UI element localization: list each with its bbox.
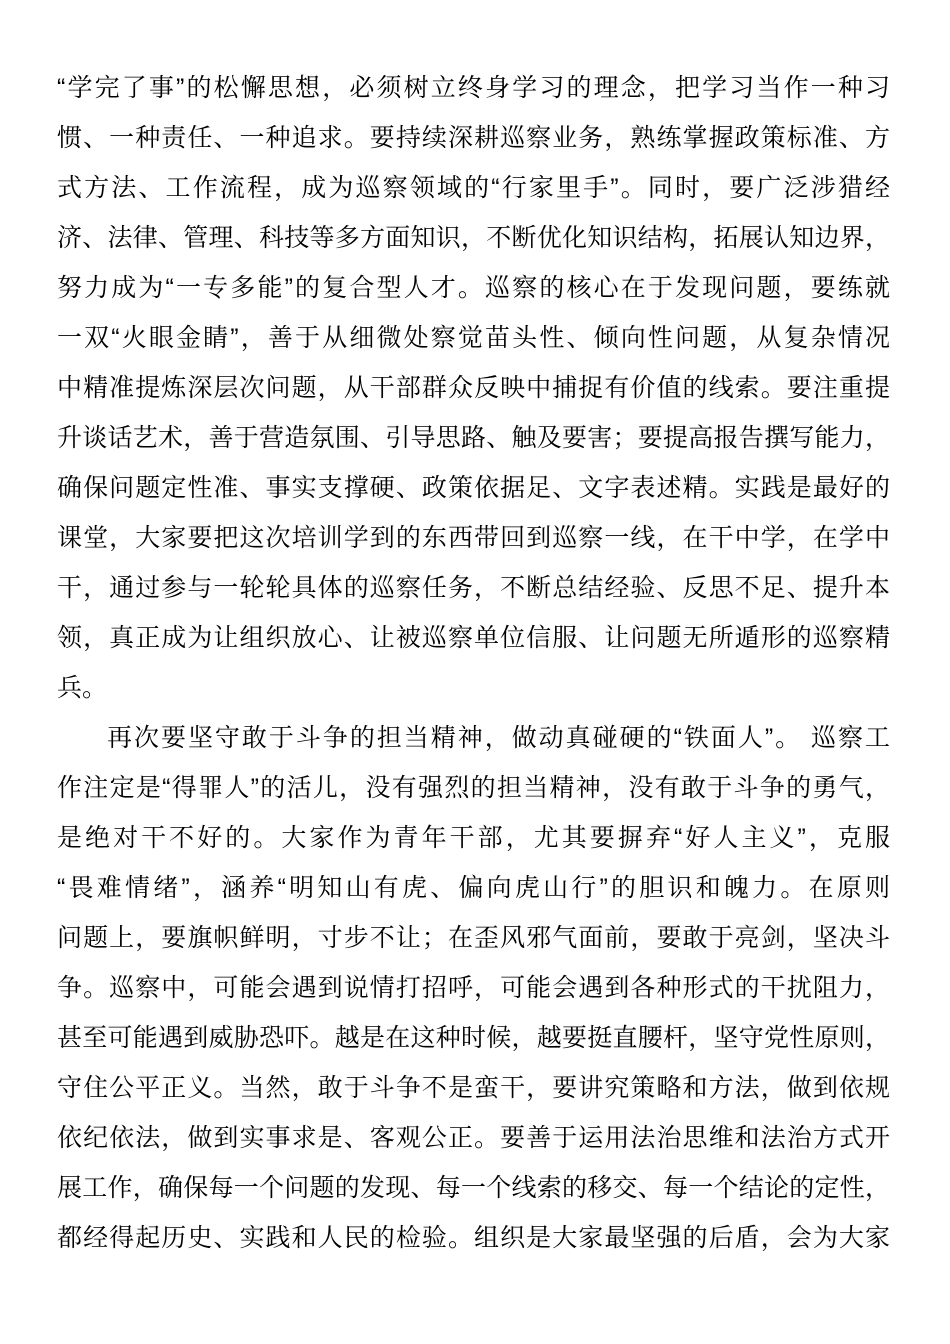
- text-line: 是绝对干不好的。大家作为青年干部，尤其要摒弃“好人主义”，克服: [57, 824, 890, 852]
- text-line: 作注定是“得罪人”的活儿，没有强烈的担当精神，没有敢于斗争的勇气，: [57, 774, 890, 802]
- text-line: 式方法、工作流程，成为巡察领域的“行家里手”。同时，要广泛涉猎经: [57, 174, 890, 202]
- text-line: 课堂，大家要把这次培训学到的东西带回到巡察一线，在干中学，在学中: [57, 524, 890, 552]
- text-line: 甚至可能遇到威胁恐吓。越是在这种时候，越要挺直腰杆，坚守党性原则，: [57, 1024, 890, 1052]
- text-line: 中精准提炼深层次问题，从干部群众反映中捕捉有价值的线索。要注重提: [57, 374, 890, 402]
- text-line: “畏难情绪”，涵养“明知山有虎、偏向虎山行”的胆识和魄力。在原则: [57, 874, 890, 902]
- text-line: 努力成为“一专多能”的复合型人才。巡察的核心在于发现问题，要练就: [57, 274, 890, 302]
- text-line: 惯、一种责任、一种追求。要持续深耕巡察业务，熟练掌握政策标准、方: [57, 124, 890, 152]
- text-line: 再次要坚守敢于斗争的担当精神，做动真碰硬的“铁面人”。 巡察工: [107, 724, 890, 752]
- text-line: 领，真正成为让组织放心、让被巡察单位信服、让问题无所遁形的巡察精: [57, 624, 890, 652]
- text-line: 确保问题定性准、事实支撑硬、政策依据足、文字表述精。实践是最好的: [57, 474, 890, 502]
- text-line: 济、法律、管理、科技等多方面知识，不断优化知识结构，拓展认知边界，: [57, 224, 890, 252]
- text-line: “学完了事”的松懈思想，必须树立终身学习的理念，把学习当作一种习: [57, 74, 890, 102]
- text-line: 干，通过参与一轮轮具体的巡察任务，不断总结经验、反思不足、提升本: [57, 574, 890, 602]
- text-line: 都经得起历史、实践和人民的检验。组织是大家最坚强的后盾，会为大家: [57, 1224, 890, 1252]
- document-body: [57, 63, 890, 1263]
- text-line: 兵。: [57, 674, 108, 702]
- text-line: 展工作，确保每一个问题的发现、每一个线索的移交、每一个结论的定性，: [57, 1174, 890, 1202]
- paragraph: [57, 713, 890, 1263]
- text-line: 一双“火眼金睛”，善于从细微处察觉苗头性、倾向性问题，从复杂情况: [57, 324, 890, 352]
- text-line: 升谈话艺术，善于营造氛围、引导思路、触及要害；要提高报告撰写能力，: [57, 424, 890, 452]
- text-line: 守住公平正义。当然，敢于斗争不是蛮干，要讲究策略和方法，做到依规: [57, 1074, 890, 1102]
- text-line: 依纪依法，做到实事求是、客观公正。要善于运用法治思维和法治方式开: [57, 1124, 890, 1152]
- text-line: 问题上，要旗帜鲜明，寸步不让；在歪风邪气面前，要敢于亮剑，坚决斗: [57, 924, 890, 952]
- text-line: 争。巡察中，可能会遇到说情打招呼，可能会遇到各种形式的干扰阻力，: [57, 974, 890, 1002]
- paragraph: [57, 63, 890, 713]
